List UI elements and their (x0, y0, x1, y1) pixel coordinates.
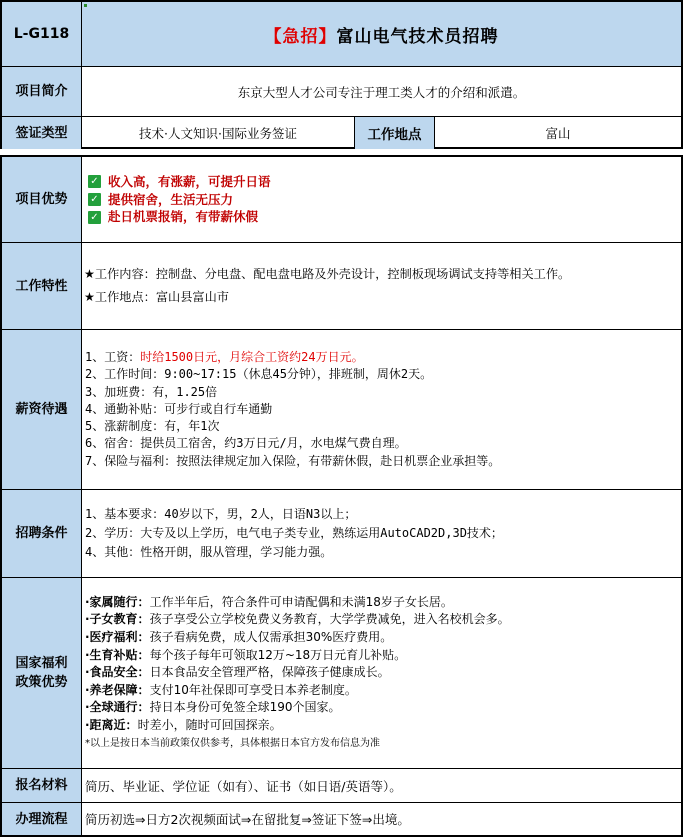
salary-list (82, 330, 681, 489)
requirements-row (2, 489, 681, 577)
intro-row (2, 66, 681, 116)
visa-row (2, 116, 681, 149)
policy-item: ·食品安全：日本食品安全管理严格，保障孩子健康成长。 (85, 665, 390, 680)
salary-line: 3、加班费：有，1.25倍 (85, 384, 218, 399)
requirement-line: 4、其他：性格开朗，服从管理，学习能力强。 (85, 545, 333, 559)
materials-row (2, 768, 681, 802)
requirement-line: 2、学历：大专及以上学历，电气电子类专业，熟练运用AutoCAD2D,3D技术； (85, 526, 503, 540)
header-block (0, 0, 683, 149)
intro-text: 东京大型人才公司专注于理工类人才的介绍和派遣。 (237, 84, 526, 100)
salary-row (2, 329, 681, 489)
visa-type: 技术·人文知识·国际业务签证 (139, 126, 297, 141)
advantages-label: 项目优势 (2, 157, 82, 242)
advantage-item: ✓ 赴日机票报销，有带薪休假 (88, 208, 258, 226)
advantages-list (82, 157, 681, 242)
policy-row (2, 577, 681, 768)
materials-label: 报名材料 (2, 769, 82, 802)
policy-item: ·生育补贴：每个孩子每年可领取12万~18万日元育儿补贴。 (85, 647, 407, 662)
features-list (82, 243, 681, 329)
advantage-item: ✓ 提供宿舍，生活无压力 (88, 191, 233, 209)
requirements-label: 招聘条件 (2, 490, 82, 577)
location-value: 富山 (545, 126, 571, 141)
materials-text: 简历、毕业证、学位证（如有）、证书（如日语/英语等）。 (85, 778, 402, 794)
policy-item: ·养老保障：支付10年社保即可享受日本养老制度。 (85, 682, 357, 697)
salary-line: 5、涨薪制度：有，年1次 (85, 419, 220, 434)
details-block (0, 155, 683, 837)
policy-item: ·距离近：时差小，随时可回国探亲。 (85, 717, 282, 732)
policy-item: ·全球通行：持日本身份可免签全球190个国家。 (85, 700, 341, 715)
location-label: 工作地点 (354, 117, 435, 149)
advantage-item: ✓ 收入高，有涨薪，可提升日语 (88, 173, 271, 191)
policy-item: ·医疗福利：孩子看病免费，成人仅需承担30%医疗费用。 (85, 630, 393, 645)
requirement-line: 1、基本要求：40岁以下，男，2人，日语N3以上； (85, 507, 357, 521)
policy-label: 国家福利 政策优势 (2, 578, 82, 768)
features-label: 工作特性 (2, 243, 82, 329)
salary-label: 薪资待遇 (2, 330, 82, 489)
salary-line: 6、宿舍：提供员工宿舍，约3万日元/月，水电煤气费自理。 (85, 436, 407, 451)
checkmark-icon: ✓ (88, 211, 101, 224)
process-row (2, 802, 681, 835)
features-row (2, 242, 681, 329)
salary-line: 1、工资：时给1500日元，月综合工资约24万日元。 (85, 349, 364, 364)
title-text: 富山电气技术员招聘 (336, 26, 499, 47)
salary-line: 7、保险与福利：按照法律规定加入保险，有带薪休假，赴日机票企业承担等。 (85, 453, 501, 468)
salary-line: 2、工作时间：9:00~17:15（休息45分钟），排班制，周休2天。 (85, 367, 433, 382)
policy-note: *以上是按日本当前政策仅供参考，具体根据日本官方发布信息为准 (85, 737, 380, 749)
intro-label: 项目简介 (2, 67, 82, 116)
job-code: L-G118 (2, 2, 82, 66)
page-title (82, 2, 681, 66)
title-row (2, 2, 681, 66)
feature-line: ★工作地点：富山县富山市 (84, 290, 229, 304)
policy-item: ·家属随行：工作半年后，符合条件可申请配偶和未满18岁子女长居。 (85, 594, 453, 609)
salary-line: 4、通勤补贴：可步行或自行车通勤 (85, 401, 273, 416)
process-text: 简历初选⇒日方2次视频面试⇒在留批复⇒签证下签⇒出境。 (85, 812, 410, 827)
visa-label: 签证类型 (2, 117, 82, 149)
requirements-list (82, 490, 681, 577)
process-label: 办理流程 (2, 803, 82, 835)
checkmark-icon: ✓ (88, 175, 101, 188)
urgent-tag: 【急招】 (264, 26, 337, 47)
checkmark-icon: ✓ (88, 193, 101, 206)
advantages-row (2, 157, 681, 242)
corner-marker (84, 4, 87, 7)
policy-item: ·子女教育：孩子享受公立学校免费义务教育，大学学费减免，进入名校机会多。 (85, 612, 510, 627)
feature-line: ★工作内容：控制盘、分电盘、配电盘电路及外壳设计，控制板现场调试支持等相关工作。 (84, 267, 571, 281)
policy-list (82, 578, 681, 768)
salary-highlight: 时给1500日元，月综合工资约24万日元。 (140, 349, 364, 364)
